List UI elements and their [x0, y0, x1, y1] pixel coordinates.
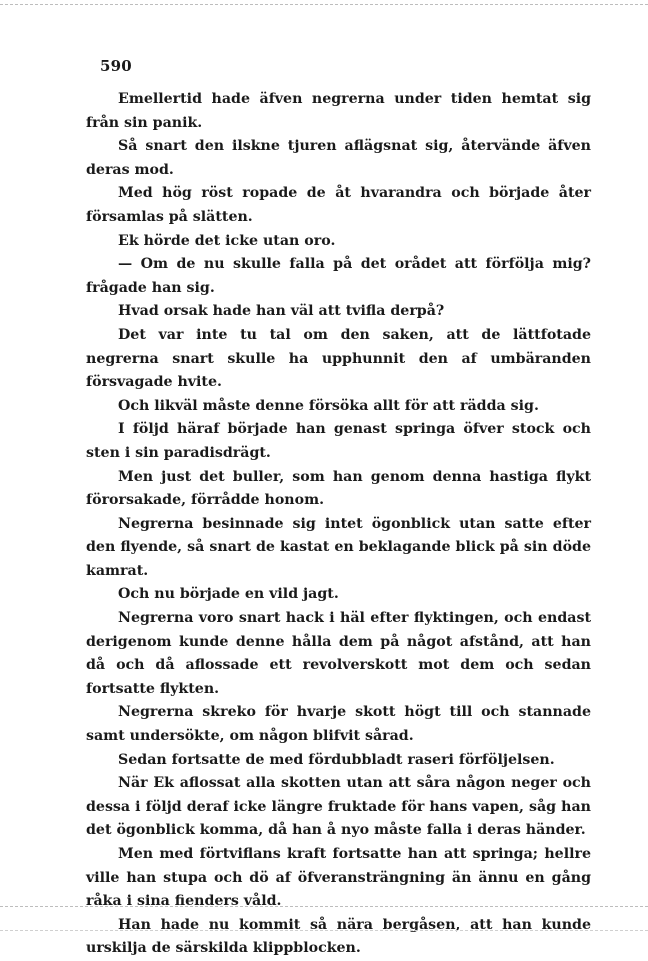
paragraph: Ek hörde det icke utan oro. — [118, 232, 336, 249]
paragraph: Sedan fortsatte de med fördubbladt raseri förföljelsen. — [118, 751, 555, 768]
paragraph: Och likväl måste denne försöka allt för att rädda sig. — [118, 397, 539, 414]
paragraph: — Om de nu skulle falla på det orådet att förfölja mig? frågade han sig. — [86, 256, 591, 296]
paragraph: Emellertid hade äfven negrerna under tiden hemtat sig från sin panik. — [86, 91, 591, 131]
body-text — [86, 88, 591, 961]
paragraph: När Ek aflossat alla skotten utan att såra någon neger och dessa i följd deraf icke längre fruktade för hans vapen, såg han det ögonblick komma, då han å nyo måste falla i deras händer. — [86, 775, 591, 839]
paragraph: Hvad orsak hade han väl att tvifla derpå? — [118, 303, 445, 320]
bottom-page-edge — [0, 906, 648, 907]
paragraph: Negrerna besinnade sig intet ögonblick utan satte efter den flyende, så snart de kastat en beklagande blick på sin döde kamrat. — [86, 515, 591, 579]
paragraph: Med hög röst ropade de åt hvarandra och började åter församlas på slätten. — [86, 185, 591, 225]
top-page-edge — [0, 4, 648, 5]
paragraph: Negrerna voro snart hack i häl efter flyktingen, och endast derigenom kunde denne hålla dem på något afstånd, att han då och då aflossade ett revolverskott mot dem och sedan fortsatte flykten. — [86, 610, 591, 697]
paragraph: Och nu började en vild jagt. — [118, 586, 339, 603]
paragraph: Han hade nu kommit så nära bergåsen, att han kunde urskilja de särskilda klippblocken. — [86, 916, 591, 957]
bottom-scan-edge — [0, 930, 648, 931]
paragraph: Men med förtviflans kraft fortsatte han att springa; hellre ville han stupa och dö af öfveransträngning än ännu en gång råka i sina fienders våld. — [86, 846, 591, 910]
paragraph: Så snart den ilskne tjuren aflägsnat sig, återvände äfven deras mod. — [86, 138, 591, 178]
paragraph: I följd häraf började han genast springa öfver stock och sten i sin paradisdrägt. — [86, 421, 591, 461]
paragraph: Men just det buller, som han genom denna hastiga flykt förorsakade, förrådde honom. — [86, 468, 591, 509]
paragraph: Det var inte tu tal om den saken, att de lättfotade negrerna snart skulle ha upphunnit den af umbäranden försvagade hvite. — [86, 326, 591, 391]
page-number: 590 — [100, 57, 132, 75]
paragraph: Negrerna skreko för hvarje skott högt till och stannade samt undersökte, om någon blifvit sårad. — [86, 704, 591, 745]
